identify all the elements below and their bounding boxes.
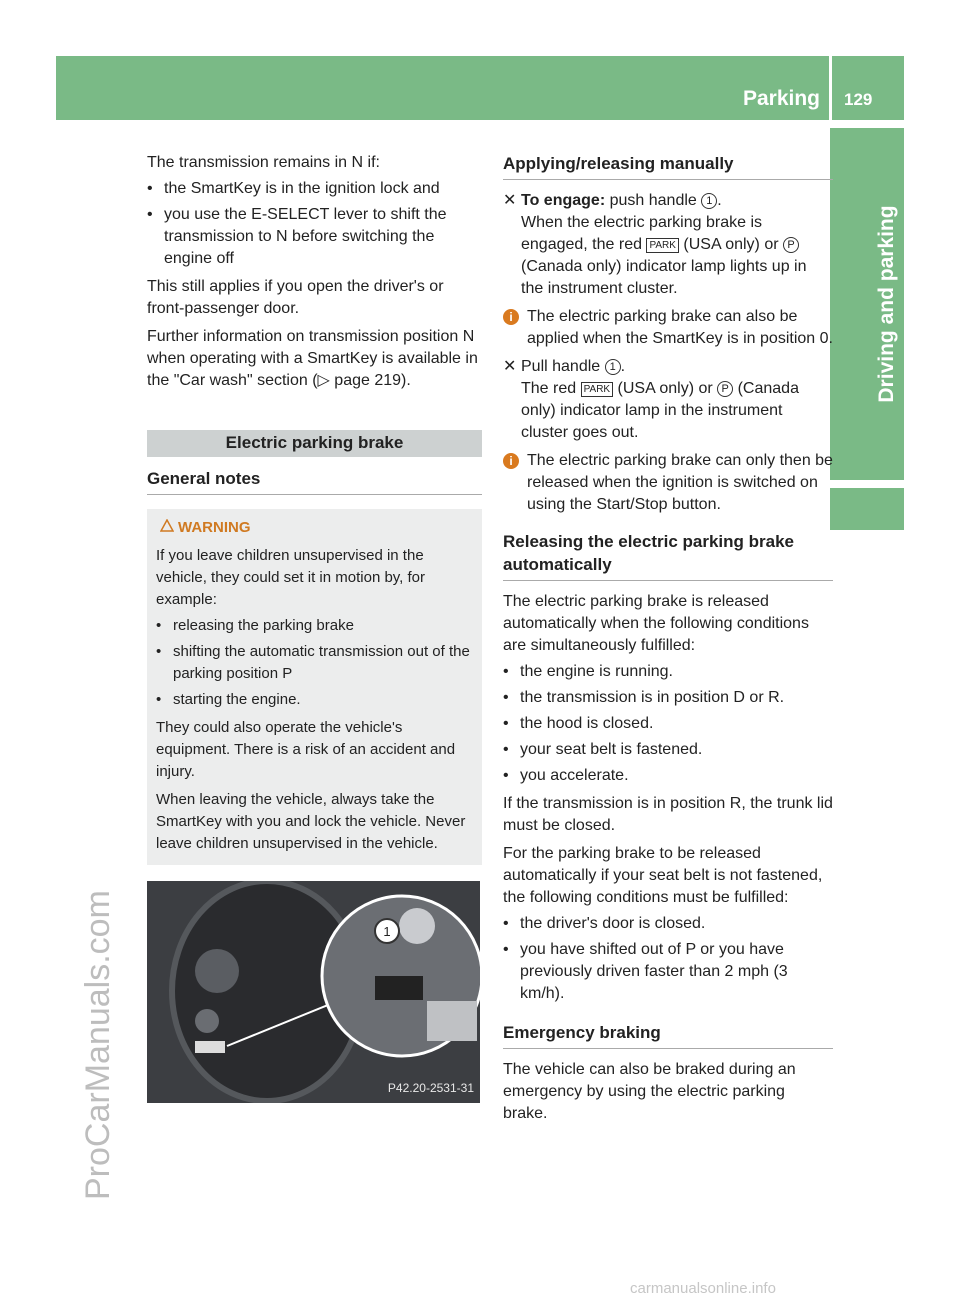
parking-brake-photo bbox=[147, 881, 480, 1103]
subsection-heading: Emergency braking bbox=[503, 1021, 833, 1049]
info-icon: i bbox=[503, 453, 519, 469]
info-icon: i bbox=[503, 309, 519, 325]
dashboard-illustration bbox=[147, 881, 480, 1103]
step-item: ✕ Pull handle 1 . The red PARK (USA only) or P (Canada only) indicator lamp in the instrument cluster goes out. bbox=[503, 358, 799, 441]
side-chapter-label: Driving and parking bbox=[875, 205, 898, 403]
list-item: • your seat belt is fastened. bbox=[503, 741, 703, 758]
right-column bbox=[503, 152, 833, 1125]
park-lamp-icon: PARK bbox=[581, 382, 614, 397]
paragraph: The electric parking brake is released automatically when the following conditions are simultaneously fulfilled: bbox=[503, 593, 809, 654]
info-note: i The electric parking brake can also be applied when the SmartKey is in position 0. bbox=[503, 306, 833, 350]
list-item: • you use the E-SELECT lever to shift the transmission to N before switching the engine off bbox=[147, 206, 447, 267]
intro-text: The transmission remains in N if: bbox=[147, 154, 380, 171]
list-item: • you accelerate. bbox=[503, 767, 629, 784]
step-arrow-icon: ✕ bbox=[503, 358, 517, 375]
side-chapter-tab bbox=[830, 128, 904, 480]
side-watermark: ProCarManuals.com bbox=[79, 890, 117, 1200]
paragraph: This still applies if you open the driver's or front-passenger door. bbox=[147, 278, 444, 317]
subsection-heading: Applying/releasing manually bbox=[503, 152, 833, 180]
p-lamp-icon: P bbox=[783, 237, 799, 253]
list-item: • the driver's door is closed. bbox=[503, 915, 706, 932]
left-column bbox=[147, 152, 482, 1103]
subsection-heading: General notes bbox=[147, 467, 482, 495]
info-note: i The electric parking brake can only then be released when the ignition is switched on using the Start/Stop button. bbox=[503, 450, 833, 516]
header-section-title: Parking bbox=[742, 87, 820, 110]
list-item: • the hood is closed. bbox=[503, 715, 654, 732]
step-arrow-icon: ✕ bbox=[503, 192, 517, 209]
warning-box bbox=[147, 509, 482, 865]
paragraph: If the transmission is in position R, the trunk lid must be closed. bbox=[503, 795, 833, 834]
paragraph: The vehicle can also be braked during an emergency by using the electric parking brake. bbox=[503, 1061, 796, 1122]
callout-1-icon: 1 bbox=[701, 193, 717, 209]
section-title: Electric parking brake bbox=[147, 430, 482, 457]
paragraph: For the parking brake to be released automatically if your seat belt is not fastened, the following conditions must be fulfilled: bbox=[503, 845, 823, 906]
callout-1-icon: 1 bbox=[605, 359, 621, 375]
list-item: • the transmission is in position D or R. bbox=[503, 689, 785, 706]
list-item: • shifting the automatic transmission out of the parking position P bbox=[156, 643, 470, 682]
warning-text: When leaving the vehicle, always take the SmartKey with you and lock the vehicle. Never leave children unsupervised in the vehicle. bbox=[156, 791, 466, 852]
paragraph: Further information on transmission position N when operating with a SmartKey is available in the "Car wash" section (▷ page 219). bbox=[147, 328, 478, 389]
warning-text: If you leave children unsupervised in the vehicle, they could set it in motion by, for example: bbox=[156, 547, 426, 608]
warning-title: WARNING bbox=[178, 519, 251, 536]
photo-callout: 1 bbox=[383, 924, 391, 939]
list-item: • starting the engine. bbox=[156, 691, 301, 708]
header-divider bbox=[829, 56, 832, 120]
p-lamp-icon: P bbox=[717, 381, 733, 397]
warning-triangle-icon bbox=[160, 517, 174, 539]
step-item: ✕ To engage: push handle 1 . When the electric parking brake is engaged, the red PARK (USA only) or P (Canada only) indicator lamp lights up in the instrument cluster. bbox=[503, 192, 807, 297]
park-lamp-icon: PARK bbox=[646, 238, 679, 253]
list-item: • releasing the parking brake bbox=[156, 617, 354, 634]
list-item: • the SmartKey is in the ignition lock and bbox=[147, 180, 440, 197]
list-item: • the engine is running. bbox=[503, 663, 673, 680]
list-item: • you have shifted out of P or you have previously driven faster than 2 mph (3 km/h). bbox=[503, 941, 788, 1002]
side-tab-marker bbox=[830, 488, 904, 530]
subsection-heading: Releasing the electric parking brake automatically bbox=[503, 530, 833, 581]
warning-text: They could also operate the vehicle's equipment. There is a risk of an accident and injury. bbox=[156, 719, 456, 780]
page-number: 129 bbox=[844, 90, 873, 109]
footer-watermark: carmanualsonline.info bbox=[630, 1280, 776, 1297]
photo-caption: P42.20-2531-31 bbox=[387, 1081, 474, 1095]
